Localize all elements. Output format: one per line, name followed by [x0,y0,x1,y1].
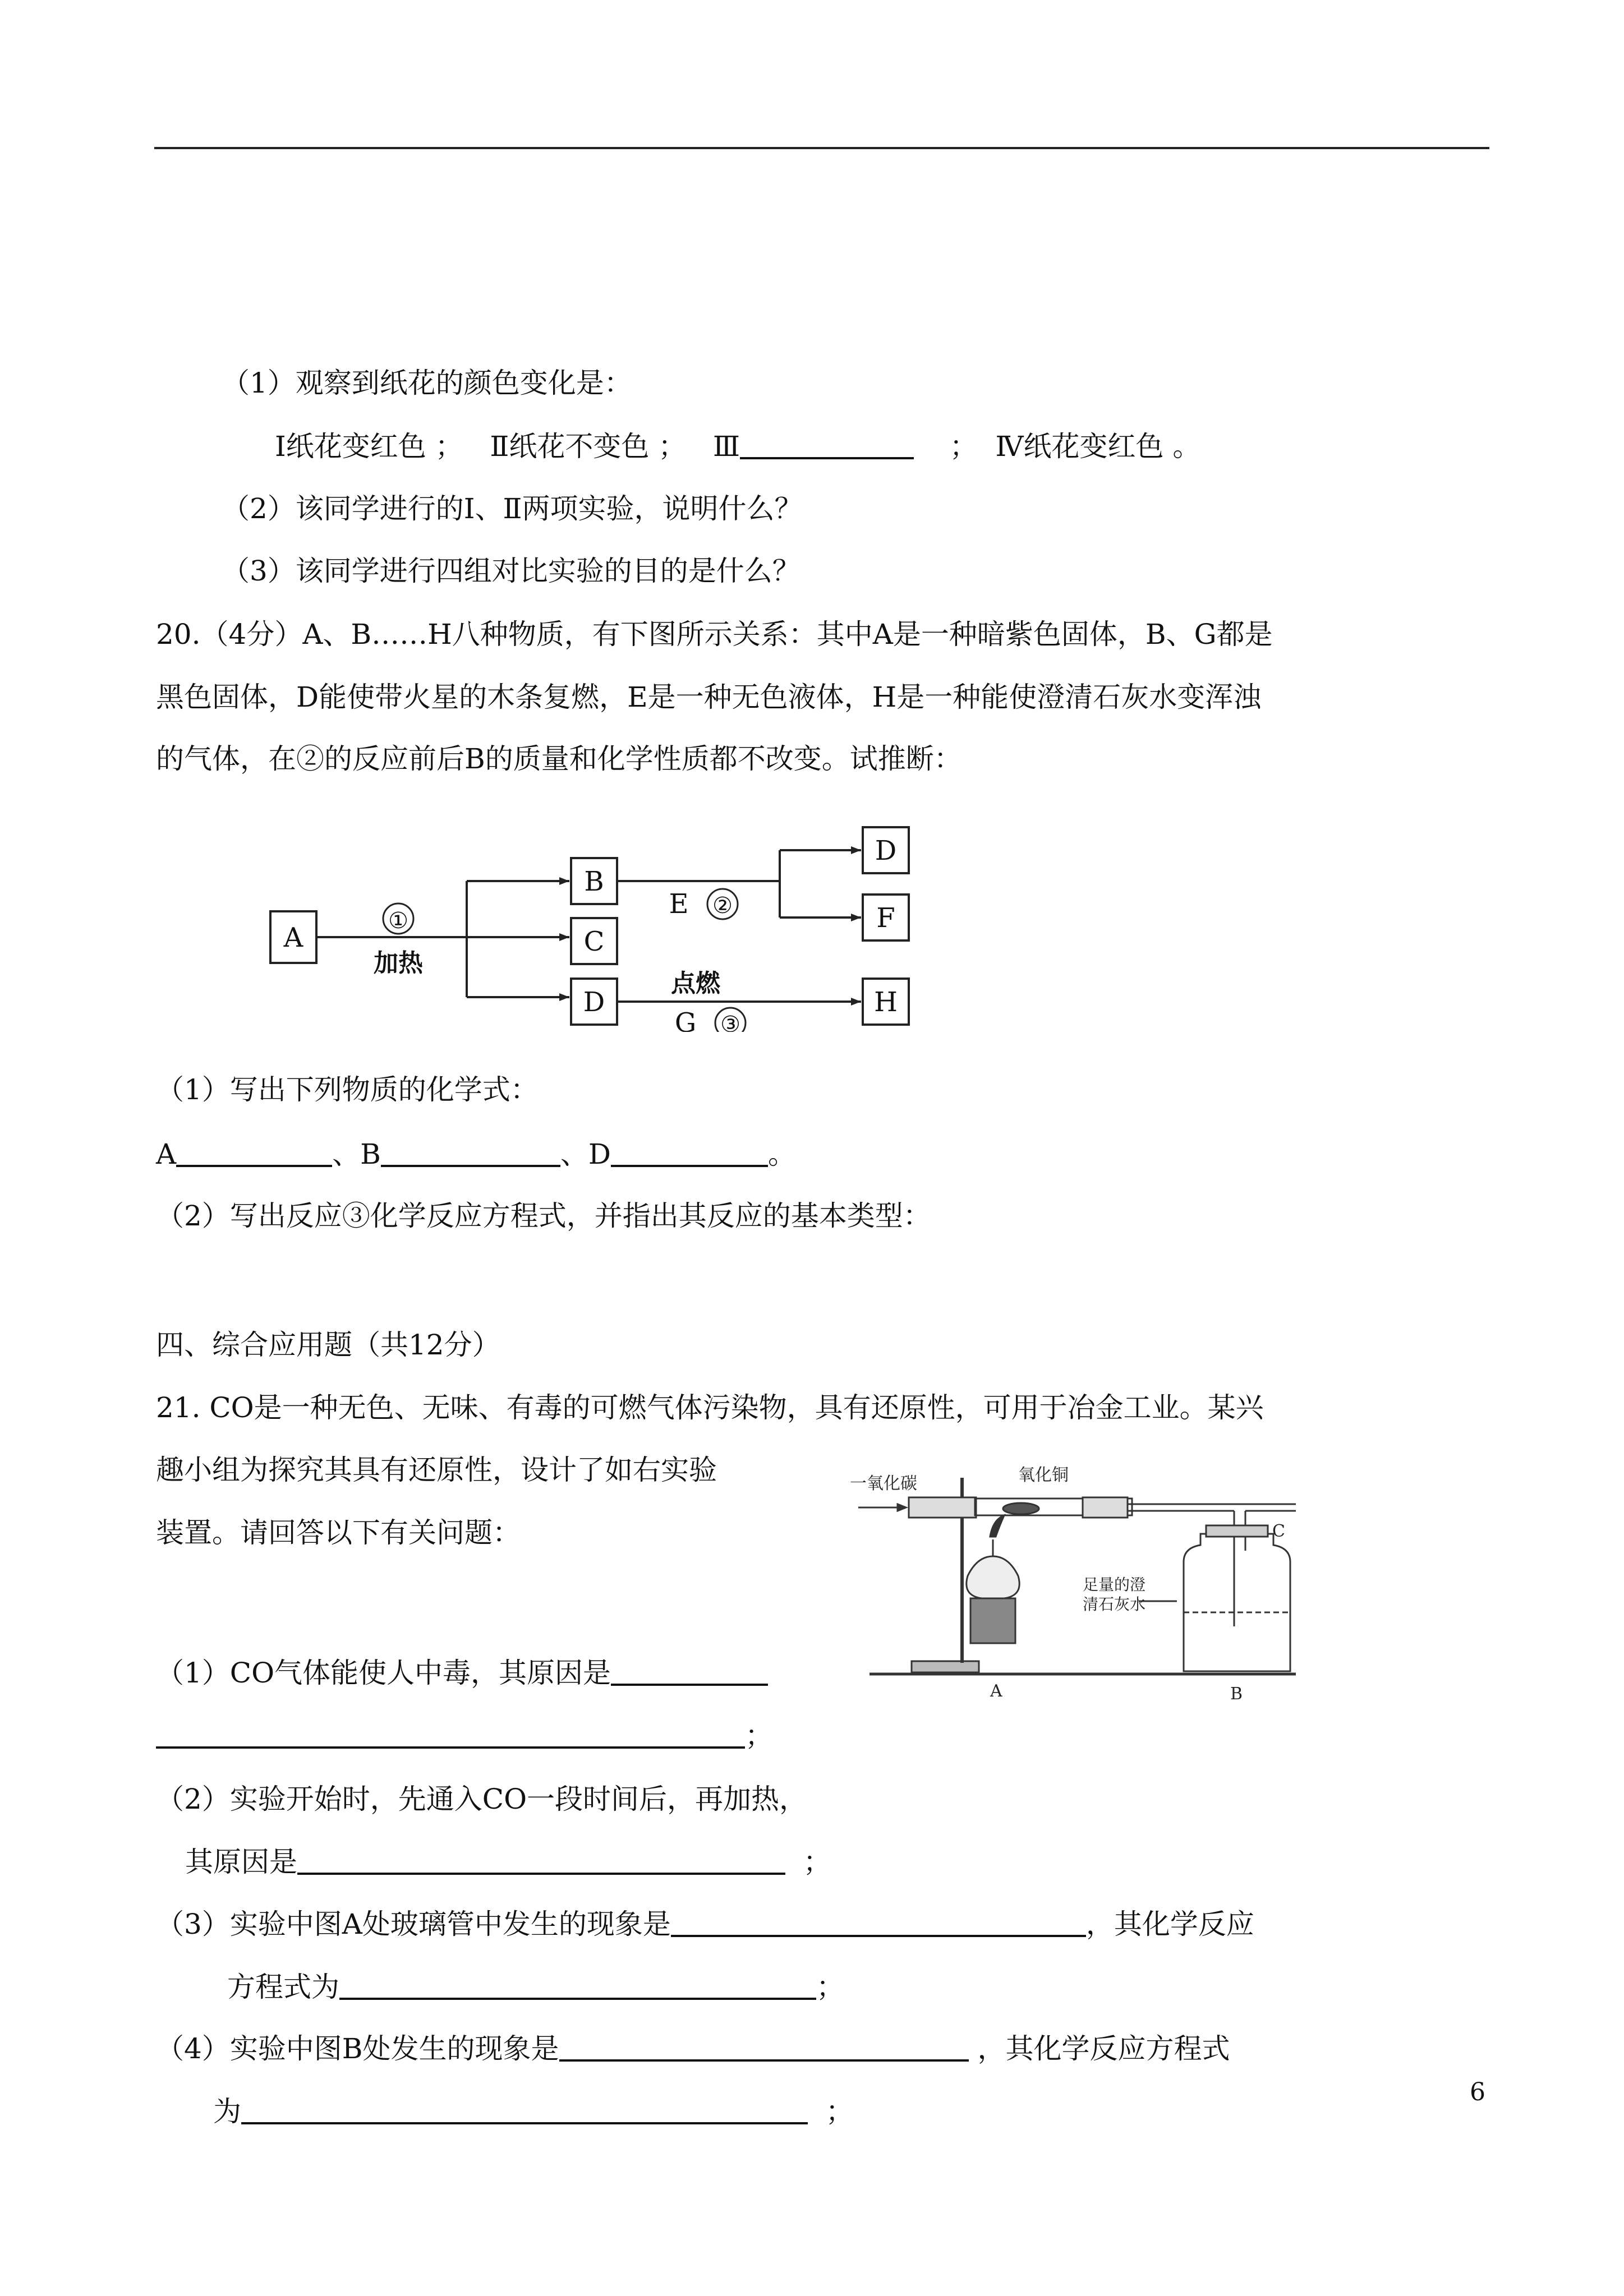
q20-sub2: （2）写出反应③化学反应方程式，并指出其反应的基本类型： [156,1200,931,1232]
q19-obs-d: Ⅳ纸花变红色 。 [995,430,1201,463]
q19-obs-sep: ； [949,430,978,463]
q19-obs-a: Ⅰ纸花变红色 ； [275,430,463,463]
box-b-label: B [584,866,604,897]
box-d-label: D [583,986,605,1018]
q21-sub4 [156,2030,1230,2067]
q21-sub1-text: （1）CO气体能使人中毒，其原因是 [156,1657,611,1689]
q21-line2: 趣小组为探究其具有还原性，设计了如右实验 [156,1454,717,1486]
q21-sub1 [156,1654,768,1691]
step3-condition: 点燃 [671,969,720,998]
q19-observations [275,428,1200,465]
step3-reactant: G [674,1007,697,1032]
q20-sub1: （1）写出下列物质的化学式： [156,1073,539,1106]
q21-sub4-eq-label: 为 [213,2095,241,2128]
step3-number: ③ [720,1012,740,1032]
q21-sub3-blank[interactable] [671,1907,1086,1937]
q21-sub2-reason-label: 其原因是 [185,1846,297,1878]
q20-blank-b[interactable] [381,1137,560,1167]
q21-sub4-blank[interactable] [559,2031,969,2062]
box-f-label: F [876,902,895,934]
co-label: 一氧化碳 [850,1474,917,1493]
q21-line3: 装置。请回答以下有关问题： [156,1516,521,1549]
q21-sub2: （2）实验开始时，先通入CO一段时间后，再加热， [156,1783,808,1815]
q21-sub1-end: ； [745,1719,773,1752]
q20-fill-line [156,1136,796,1173]
q20-fill-end: 。 [767,1138,796,1170]
q19-obs-b: Ⅱ纸花不变色 ； [490,430,687,463]
box-h-label: H [874,986,898,1018]
limewater-label-1: 足量的澄 [1083,1575,1146,1594]
section4-heading: 四、综合应用题（共12分） [156,1329,500,1361]
q21-sub4-text: （4）实验中图B处发生的现象是 [156,2032,559,2065]
q20-line1: 20.（4分）A、B……H八种物质，有下图所示关系：其中A是一种暗紫色固体，B、G都是 [156,618,1273,651]
q21-sub3 [156,1906,1254,1943]
q21-sub3-eq-blank[interactable] [339,1970,816,2000]
q21-sub1-blank-2[interactable] [156,1718,745,1749]
q21-sub3-mid: ，其化学反应 [1085,1908,1254,1940]
q21-sub3-eq [227,1968,844,2005]
q19-obs-c: Ⅲ [712,430,740,463]
step1-condition: 加热 [374,949,423,978]
q21-sub2-end: ； [803,1846,831,1878]
box-a-label: A [283,922,303,953]
q20-blank-d[interactable] [611,1137,768,1167]
q20-reaction-diagram [264,819,937,1032]
step2-number: ② [712,893,733,919]
q21-sub2-blank[interactable] [297,1845,785,1875]
co-apparatus-figure [847,1458,1313,1705]
q21-sub3-eq-label: 方程式为 [227,1971,339,2003]
q21-sub4-eq-blank[interactable] [241,2094,808,2124]
q20-line3: 的气体，在②的反应前后B的质量和化学性质都不改变。试推断： [156,743,962,775]
cuo-label: 氧化铜 [1018,1465,1069,1485]
figure-b-label: B [1230,1684,1243,1704]
q19-sub1: （1）观察到纸花的颜色变化是： [222,367,632,399]
q21-sub4-end: ； [825,2095,854,2128]
q21-sub3-end: ； [816,1971,844,2003]
q21-sub1-blank[interactable] [611,1656,768,1686]
q20-blank-a[interactable] [176,1137,332,1167]
q19-sub3: （3）该同学进行四组对比实验的目的是什么？ [222,555,801,587]
box-c-label: C [583,926,605,957]
q20-line2: 黑色固体，D能使带火星的木条复燃，E是一种无色液体，H是一种能使澄清石灰水变浑浊 [156,681,1262,713]
q19-obs-c-blank[interactable] [740,429,914,459]
step1-number: ① [388,908,408,934]
q21-sub4-mid: ，其化学反应方程式 [977,2032,1230,2065]
q20-fill-d-label: 、D [560,1138,611,1170]
page-number: 6 [1470,2078,1485,2106]
q21-line1: 21. CO是一种无色、无味、有毒的可燃气体污染物，具有还原性，可用于冶金工业。某兴 [156,1391,1264,1424]
q21-sub4-eq [213,2093,854,2130]
q20-fill-a-label: A [156,1138,177,1170]
box-d-top-label: D [875,835,897,866]
q19-sub2: （2）该同学进行的Ⅰ、Ⅱ两项实验，说明什么？ [222,492,803,525]
q20-fill-b-label: 、B [332,1138,381,1170]
q21-sub1-cont [156,1717,773,1754]
q21-sub2-reason [185,1843,831,1880]
step2-reactant: E [669,888,689,920]
figure-a-label: A [990,1681,1002,1701]
limewater-label-2: 清石灰水 [1083,1595,1146,1613]
header-rule [154,147,1489,149]
outlet-c-label: C [1272,1522,1285,1541]
q21-sub3-text: （3）实验中图A处玻璃管中发生的现象是 [156,1908,671,1940]
